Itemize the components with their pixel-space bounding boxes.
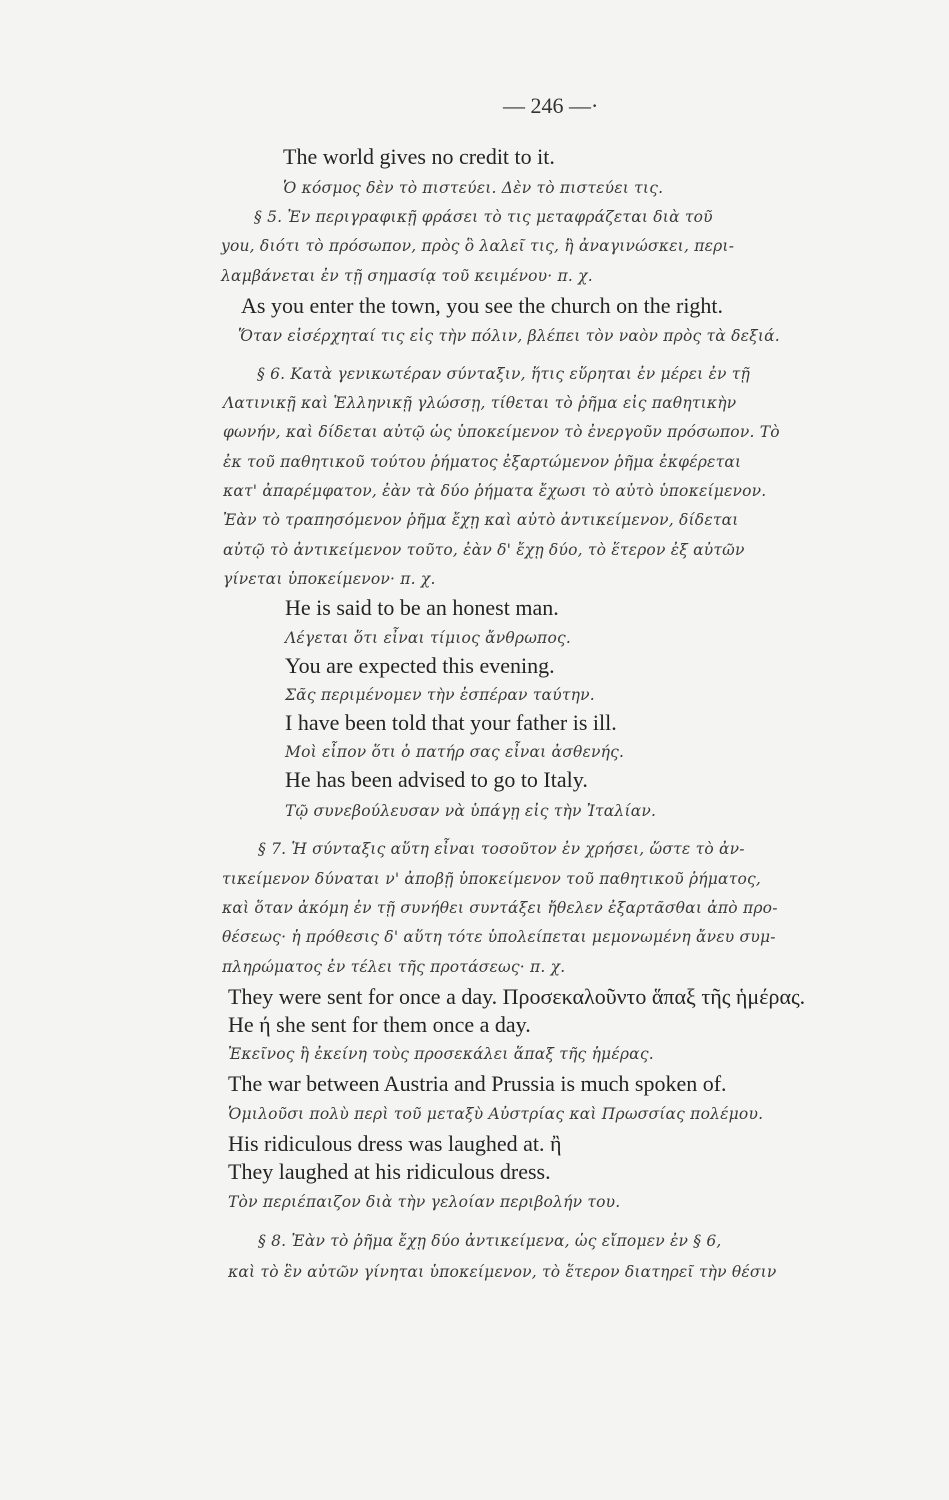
text-line: καὶ τὸ ἓν αὐτῶν γίνηται ὑποκείμενον, τὸ ἕτερον διατηρεῖ τὴν θέσιν [228,1263,777,1281]
text-line: You are expected this evening. [285,653,555,678]
text-line: The war between Austria and Prussia is much spoken of. [228,1071,727,1096]
text-line: He ή she sent for them once a day. [228,1012,531,1037]
text-line: He is said to be an honest man. [285,595,559,620]
page-number: — 246 —· [503,93,599,118]
text-line: Τὸν περιέπαιζον διὰ τὴν γελοίαν περιβολήν του. [228,1193,621,1211]
text-line: θέσεως· ἡ πρόθεσις δ' αὕτη τότε ὑπολείπεται μεμονωμένη ἄνευ συμ- [222,928,776,946]
text-line: Τῷ συνεβούλευσαν νὰ ὑπάγῃ εἰς τὴν Ἰταλίαν. [285,802,657,820]
text-line: § 6. Κατὰ γενικωτέραν σύνταξιν, ἥτις εὕρηται ἐν μέρει ἐν τῇ [257,365,751,383]
text-line: καὶ ὅταν ἀκόμη ἐν τῇ συνήθει συντάξει ἤθελεν ἐξαρτᾶσθαι ἀπὸ προ- [222,899,778,917]
text-line: The world gives no credit to it. [283,144,555,169]
text-line: λαμβάνεται ἐν τῇ σημασίᾳ τοῦ κειμένου· π. χ. [221,267,593,285]
text-line: Λέγεται ὅτι εἶναι τίμιος ἄνθρωπος. [285,629,571,647]
text-line: Ὅταν εἰσέρχηταί τις εἰς τὴν πόλιν, βλέπει τὸν ναὸν πρὸς τὰ δεξιά. [238,327,780,345]
text-line: Μοὶ εἶπον ὅτι ὁ πατήρ σας εἶναι ἀσθενής. [285,743,625,761]
text-line: Λατινικῇ καὶ Ἑλληνικῇ γλώσσῃ, τίθεται τὸ ῥῆμα εἰς παθητικὴν [223,394,737,412]
text-line: They laughed at his ridiculous dress. [228,1159,551,1184]
text-line: He has been advised to go to Italy. [285,767,588,792]
text-line: They were sent for once a day. Προσεκαλοῦντο ἅπαξ τῆς ἡμέρας. [228,984,806,1009]
text-line: His ridiculous dress was laughed at. ἢ [228,1131,562,1156]
text-line: πληρώματος ἐν τέλει τῆς προτάσεως· π. χ. [222,958,566,976]
text-line: αὐτῷ τὸ ἀντικείμενον τοῦτο, ἐὰν δ' ἔχῃ δύο, τὸ ἕτερον ἐξ αὐτῶν [223,541,745,559]
text-line: ἐκ τοῦ παθητικοῦ τούτου ῥήματος ἐξαρτώμενον ῥῆμα ἐκφέρεται [223,453,742,471]
text-line: κατ' ἀπαρέμφατον, ἐὰν τὰ δύο ῥήματα ἔχωσι τὸ αὐτὸ ὑποκείμενον. [223,482,767,500]
text-line: Σᾶς περιμένομεν τὴν ἑσπέραν ταύτην. [285,686,595,704]
text-line: Ἐκεῖνος ἢ ἐκείνη τοὺς προσεκάλει ἅπαξ τῆς ἡμέρας. [228,1045,654,1063]
text-line: § 8. Ἐὰν τὸ ῥῆμα ἔχῃ δύο ἀντικείμενα, ὡς εἴπομεν ἐν § 6, [258,1232,722,1250]
text-line: τικείμενον δύναται ν' ἀποβῇ ὑποκείμενον τοῦ παθητικοῦ ῥήματος, [222,870,762,888]
text-line: γίνεται ὑποκείμενον· π. χ. [223,570,436,588]
text-line: φωνήν, καὶ δίδεται αὐτῷ ὡς ὑποκείμενον τὸ ἐνεργοῦν πρόσωπον. Τὸ [223,423,780,441]
text-line: As you enter the town, you see the church on the right. [241,293,724,318]
text-line: Ὁμιλοῦσι πολὺ περὶ τοῦ μεταξὺ Αὐστρίας καὶ Πρωσσίας πολέμου. [228,1105,764,1123]
text-line: you, διότι τὸ πρόσωπον, πρὸς ὃ λαλεῖ τις, ἢ ἀναγινώσκει, περι- [221,237,735,255]
text-line: § 5. Ἐν περιγραφικῇ φράσει τὸ τις μεταφράζεται διὰ τοῦ [254,208,713,226]
text-line: Ὁ κόσμος δὲν τὸ πιστεύει. Δὲν τὸ πιστεύει τις. [283,179,664,197]
text-line: § 7. Ἡ σύνταξις αὕτη εἶναι τοσοῦτον ἐν χρήσει, ὥστε τὸ ἀν- [258,840,745,858]
text-line: I have been told that your father is ill. [285,710,617,735]
text-line: Ἐὰν τὸ τραπησόμενον ῥῆμα ἔχῃ καὶ αὐτὸ ἀντικείμενον, δίδεται [223,511,739,529]
